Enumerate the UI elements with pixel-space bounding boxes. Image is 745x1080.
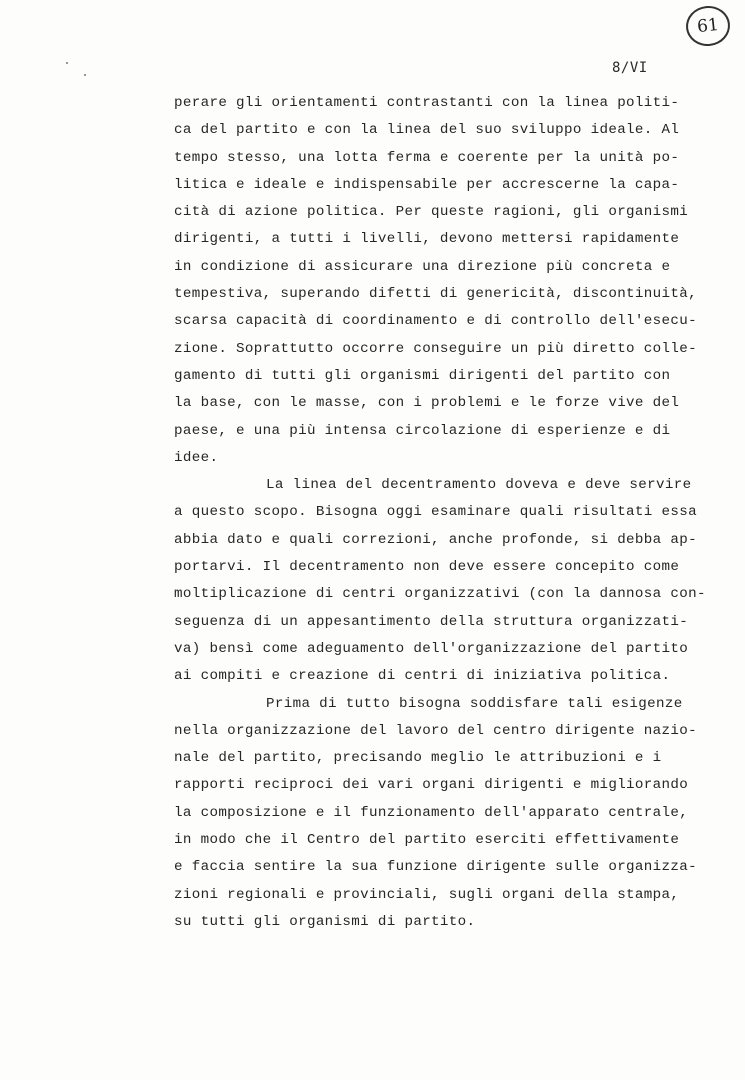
text-line: e faccia sentire la sua funzione dirigente sulle organizza- [174,859,697,876]
text-line: gamento di tutti gli organismi dirigenti del partito con [174,367,671,384]
text-line: cità di azione politica. Per queste ragioni, gli organismi [174,204,689,221]
text-line: paese, e una più intensa circolazione di esperienze e di [174,422,671,439]
text-line: moltiplicazione di centri organizzativi (con la dannosa con- [174,586,706,603]
text-line: seguenza di un appesantimento della struttura organizzati- [174,613,689,630]
text-line: in modo che il Centro del partito eserciti effettivamente [174,832,680,849]
text-line: litica e ideale e indispensabile per accrescerne la capa- [174,176,680,193]
paragraph-1 [174,90,719,472]
text-line: nella organizzazione del lavoro del centro dirigente nazio- [174,722,697,739]
text-line: Prima di tutto bisogna soddisfare tali esigenze [266,695,683,712]
text-line: ai compiti e creazione di centri di iniziativa politica. [174,668,671,685]
text-line: abbia dato e quali correzioni, anche profonde, si debba ap- [174,531,697,548]
text-line: la composizione e il funzionamento dell'apparato centrale, [174,804,689,821]
page-number: 8/VI [612,60,648,76]
text-line: portarvi. Il decentramento non deve essere concepito come [174,559,680,576]
text-line: tempo stesso, una lotta ferma e coerente per la unità po- [174,149,680,166]
archive-stamp [684,4,732,48]
text-line: scarsa capacità di coordinamento e di controllo dell'esecu- [174,313,697,330]
paragraph-3 [174,691,719,937]
text-line: zione. Soprattutto occorre conseguire un più diretto colle- [174,340,697,357]
text-line: zioni regionali e provinciali, sugli organi della stampa, [174,886,680,903]
text-line: perare gli orientamenti contrastanti con la linea politi- [174,95,680,111]
paragraph-2 [174,472,719,690]
scan-speck [66,62,68,64]
text-line: su tutti gli organismi di partito. [174,913,476,930]
text-line: idee. [174,449,219,466]
text-line: nale del partito, precisando meglio le attribuzioni e i [174,750,662,767]
text-line: va) bensì come adeguamento dell'organizzazione del partito [174,640,689,657]
archive-stamp-number: 61 [696,14,720,38]
text-line: la base, con le masse, con i problemi e le forze vive del [174,395,680,412]
text-line: La linea del decentramento doveva e deve servire [266,477,692,494]
text-line: tempestiva, superando difetti di genericità, discontinuità, [174,286,697,303]
scan-speck [84,74,86,76]
text-line: ca del partito e con la linea del suo sviluppo ideale. Al [174,122,680,139]
text-line: rapporti reciproci dei vari organi dirigenti e migliorando [174,777,689,794]
typewritten-body [174,90,719,936]
text-line: a questo scopo. Bisogna oggi esaminare quali risultati essa [174,504,697,521]
text-line: in condizione di assicurare una direzione più concreta e [174,258,671,275]
text-line: dirigenti, a tutti i livelli, devono mettersi rapidamente [174,231,680,248]
